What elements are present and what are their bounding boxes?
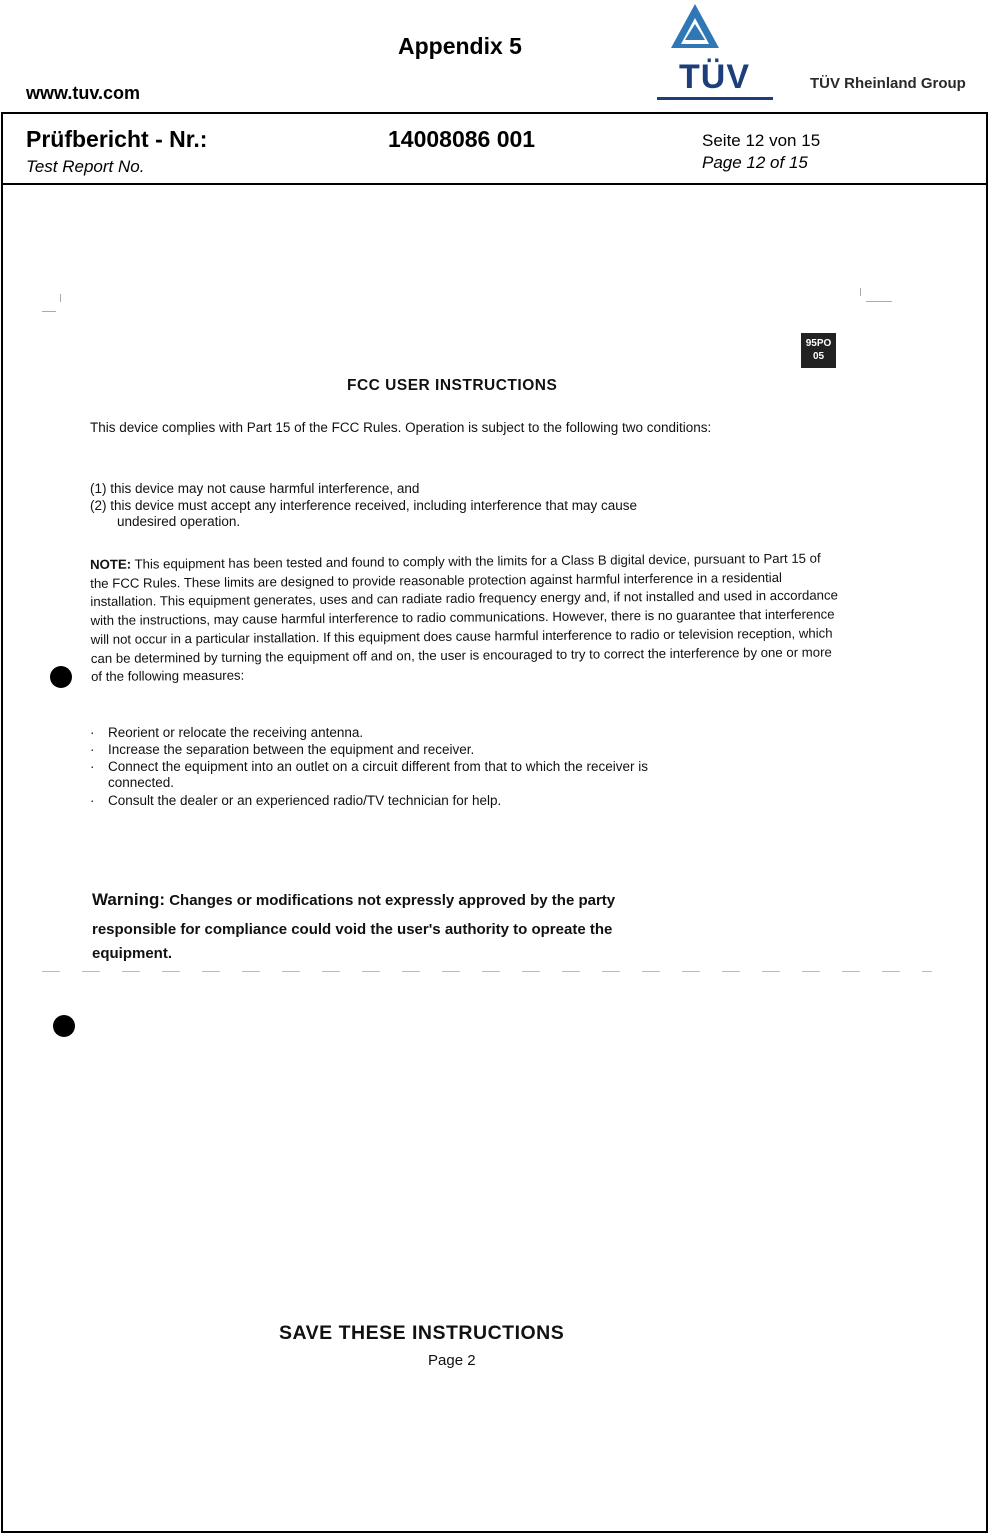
scan-corner-mark xyxy=(60,294,61,302)
bullet: · xyxy=(90,725,95,740)
document-page-label: Page 2 xyxy=(428,1352,476,1369)
scan-corner-mark xyxy=(866,301,892,302)
measure-text: Increase the separation between the equipment and receiver. xyxy=(108,742,475,757)
measure-text: Connect the equipment into an outlet on a circuit different from that to which the receiver is xyxy=(108,759,649,774)
measure-item xyxy=(90,724,790,741)
group-name: TÜV Rheinland Group xyxy=(810,75,966,92)
scan-corner-mark xyxy=(860,288,861,296)
measure-text: Reorient or relocate the receiving antenna. xyxy=(108,725,364,740)
note-label: NOTE: xyxy=(90,556,132,572)
warning-text-line3: equipment. xyxy=(92,945,173,962)
fcc-title: FCC USER INSTRUCTIONS xyxy=(347,377,558,394)
save-instructions-title: SAVE THESE INSTRUCTIONS xyxy=(279,1322,565,1344)
note-paragraph xyxy=(90,549,843,686)
page-frame xyxy=(1,112,988,1533)
report-label: Prüfbericht - Nr.: xyxy=(26,126,208,152)
note-text: This equipment has been tested and found to comply with the limits for a Class B digital device, pursuant to Part 15 of the FCC Rules. These limits are designed to provide reasonable protection against harmful interference in a residential installation. This equipment generates, uses and can radiate radio frequency energy and, if not installed and used in accordance with the instructions, may cause harmful interference to radio communications. However, there is no guarantee that interference will not occur in a particular installation. If this equipment does cause harmful interference to radio or television reception, which can be determined by turning the equipment off and on, the user is encouraged to try to correct the interference by one or more of the following measures: xyxy=(90,550,838,685)
measure-item xyxy=(90,792,790,809)
scan-corner-mark xyxy=(42,311,56,312)
bullet: · xyxy=(90,759,95,774)
website-link[interactable]: www.tuv.com xyxy=(26,83,141,103)
scan-artifact-line xyxy=(42,971,932,972)
measure-item xyxy=(90,741,790,758)
code-badge-line1: 95PO xyxy=(805,338,832,349)
condition-2-cont: undesired operation. xyxy=(117,514,241,529)
page-number-en: Page 12 of 15 xyxy=(702,153,808,172)
condition-2: (2) this device must accept any interference received, including interference that may cause xyxy=(90,498,638,513)
warning-label: Warning: xyxy=(92,890,166,909)
tuv-logo-text: TÜV xyxy=(679,58,750,96)
measure-item xyxy=(90,758,790,775)
logo-underline xyxy=(657,97,773,100)
document-code-badge xyxy=(801,333,836,368)
punch-hole xyxy=(53,1015,75,1037)
measure-text-cont: connected. xyxy=(108,775,175,790)
page-number-de: Seite 12 von 15 xyxy=(702,131,821,150)
bullet: · xyxy=(90,742,95,757)
warning-block xyxy=(92,885,792,964)
bullet: · xyxy=(90,793,95,808)
report-number: 14008086 001 xyxy=(388,126,536,152)
condition-1: (1) this device may not cause harmful interference, and xyxy=(90,481,420,496)
measure-text: Consult the dealer or an experienced radio/TV technician for help. xyxy=(108,793,502,808)
header-divider xyxy=(1,183,986,185)
code-badge-line2: 05 xyxy=(812,351,825,362)
warning-text-line2: responsible for compliance could void the user's authority to opreate the xyxy=(92,921,613,938)
report-label-en: Test Report No. xyxy=(26,157,145,176)
appendix-title: Appendix 5 xyxy=(398,33,522,59)
warning-text-line1: Changes or modifications not expressly approved by the party xyxy=(169,892,616,909)
intro-paragraph: This device complies with Part 15 of the FCC Rules. Operation is subject to the following two conditions: xyxy=(90,420,712,435)
punch-hole xyxy=(50,666,72,688)
